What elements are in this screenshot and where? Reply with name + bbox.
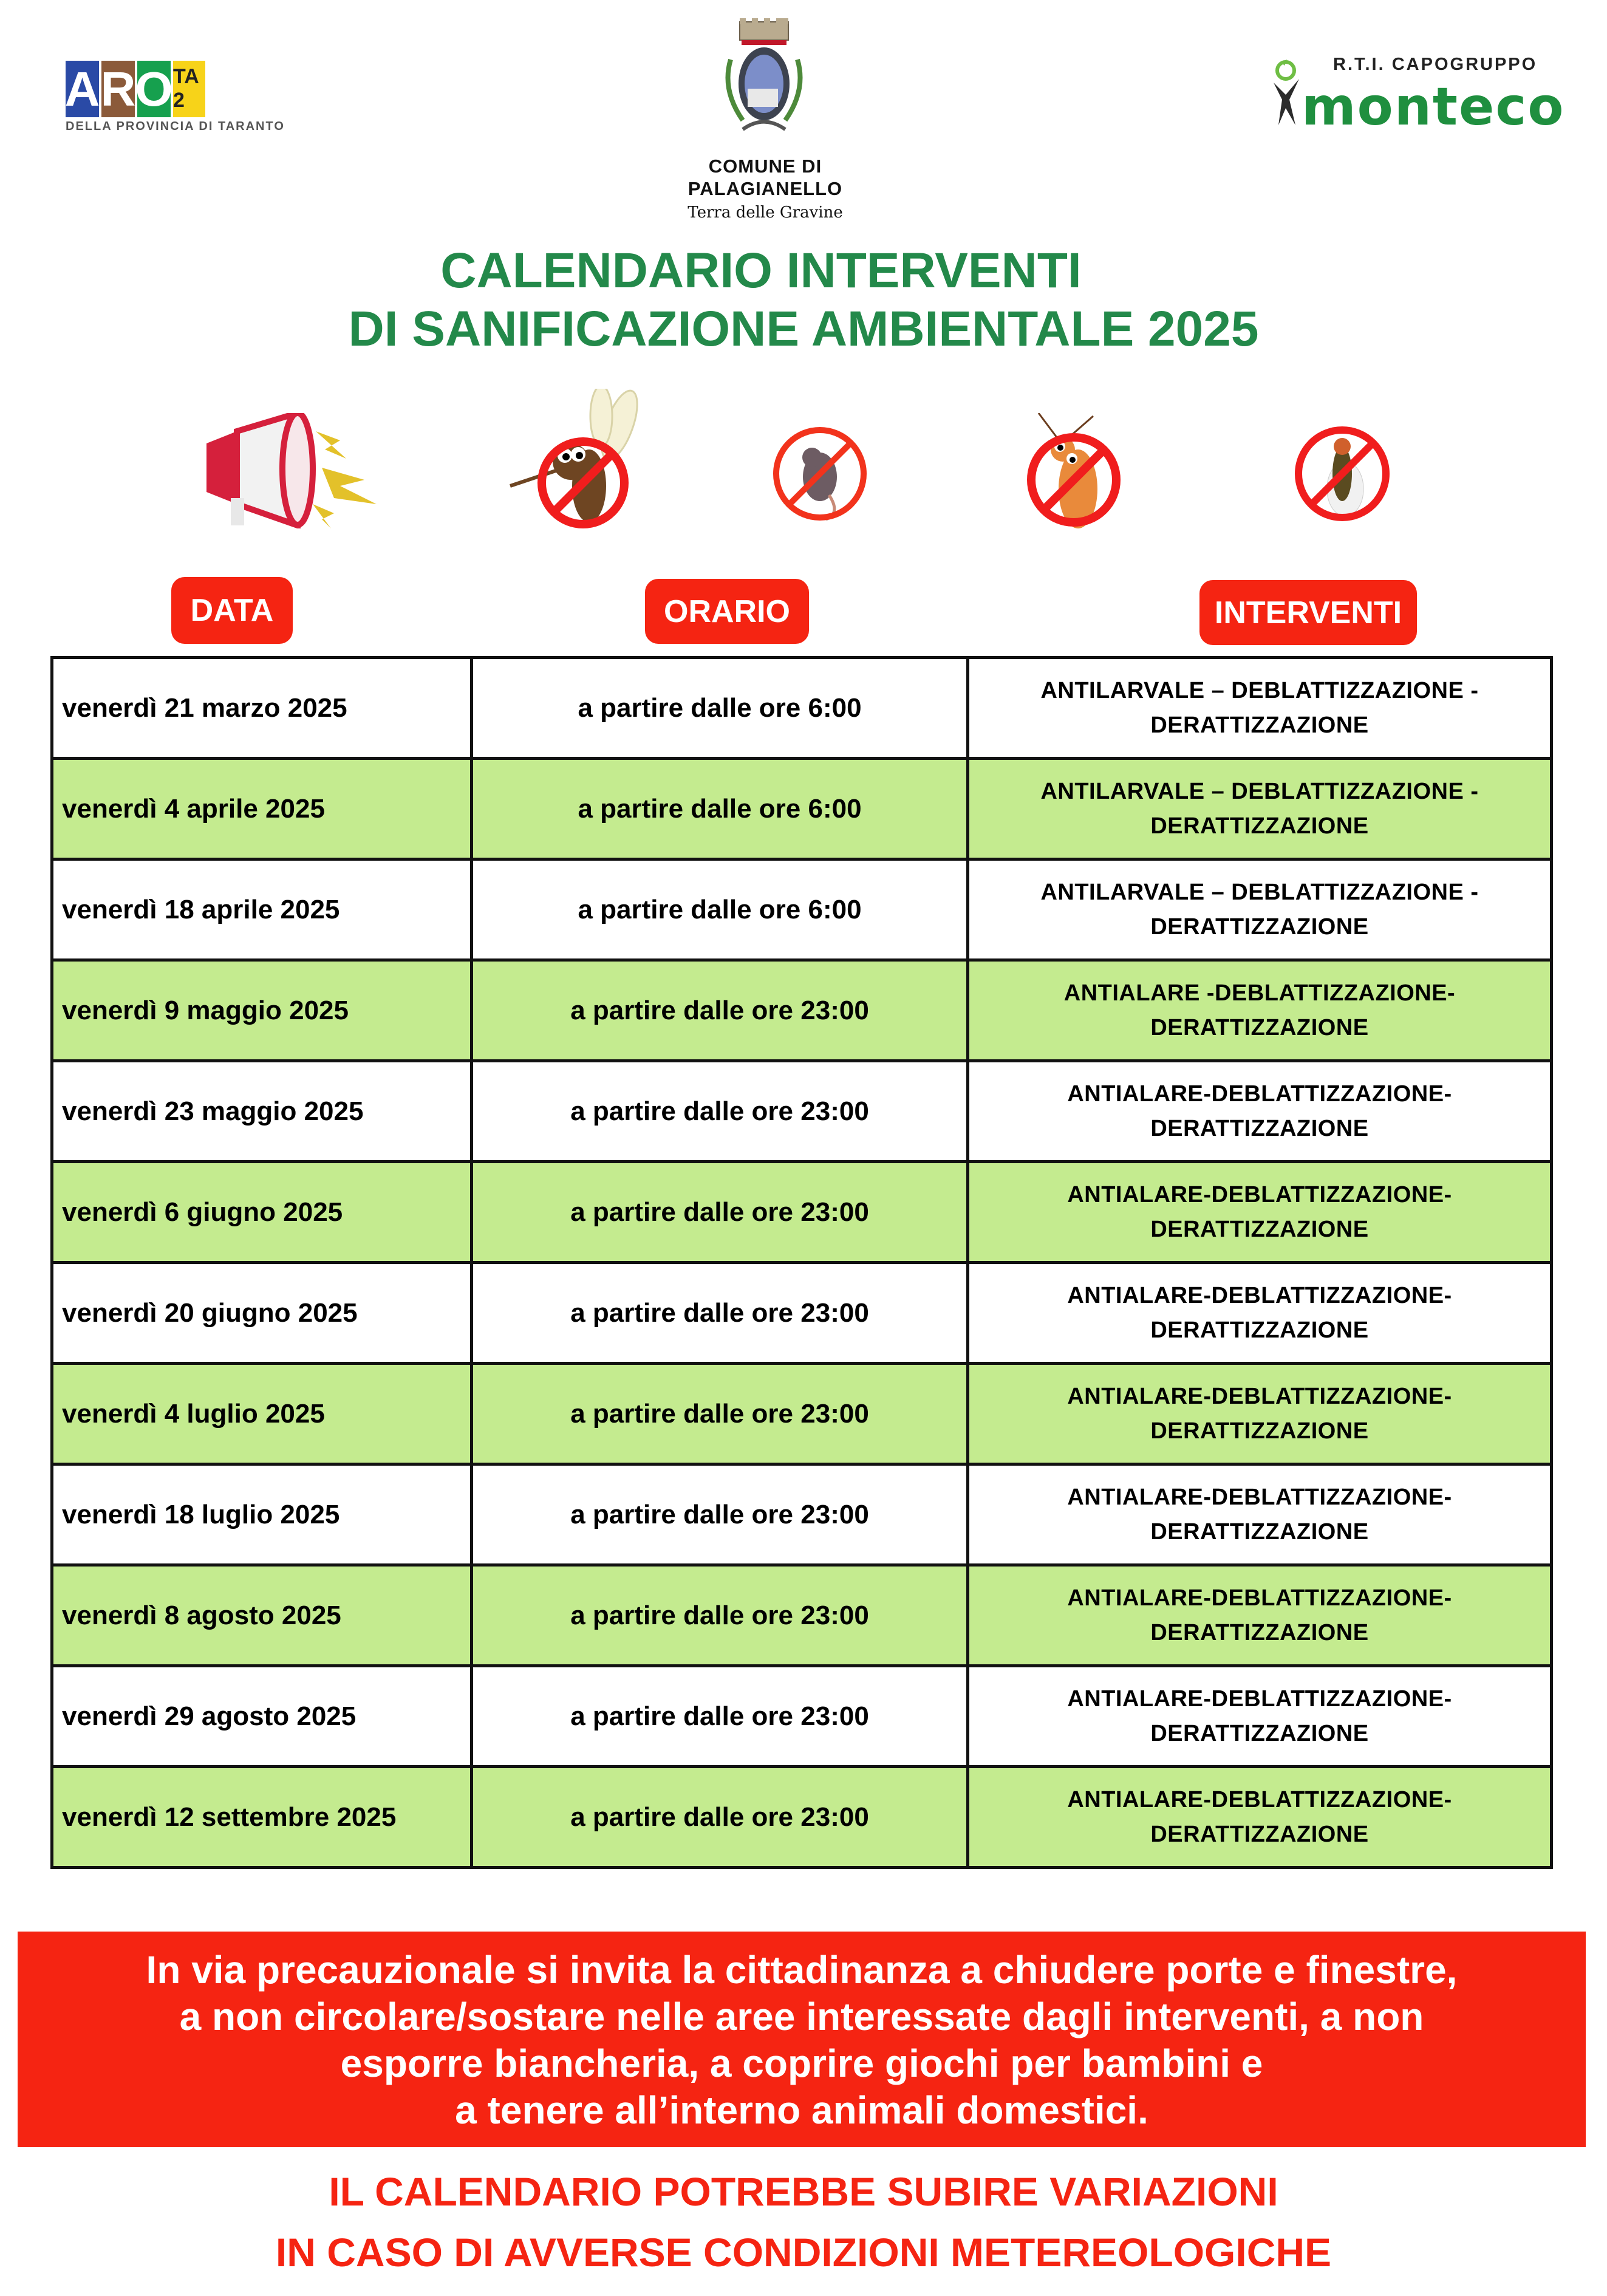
title-line1: CALENDARIO INTERVENTI [440, 243, 1082, 298]
table-row [52, 1162, 1552, 1263]
interventions-cell [968, 1061, 1552, 1162]
aro-ta2-logo [66, 61, 315, 140]
time-cell: a partire dalle ore 23:00 [472, 1767, 968, 1868]
table-row [52, 658, 1552, 759]
time-cell: a partire dalle ore 23:00 [472, 1364, 968, 1464]
comune-motto: Terra delle Gravine [687, 203, 843, 222]
time-cell: a partire dalle ore 23:00 [472, 1263, 968, 1364]
aro-subtitle: DELLA PROVINCIA DI TARANTO [66, 120, 285, 133]
page-title [0, 242, 1607, 358]
comune-name [668, 155, 862, 200]
interventions-cell [968, 1162, 1552, 1263]
interventions-text: ANTIALARE-DEBLATTIZZAZIONE- DERATTIZZAZIONE [1067, 1081, 1452, 1141]
interventions-cell [968, 1666, 1552, 1767]
table-row [52, 1464, 1552, 1565]
table-row [52, 1767, 1552, 1868]
interventions-cell [968, 1565, 1552, 1666]
time-cell: a partire dalle ore 6:00 [472, 658, 968, 759]
table-row [52, 1061, 1552, 1162]
disclaimer-line2: IN CASO DI AVVERSE CONDIZIONI METEREOLOGICHE [275, 2230, 1332, 2275]
interventions-cell [968, 1767, 1552, 1868]
table-row [52, 1364, 1552, 1464]
interventions-text: ANTIALARE-DEBLATTIZZAZIONE- DERATTIZZAZIONE [1067, 1383, 1452, 1444]
aro-letter-r: R [101, 61, 135, 117]
title-line2: DI SANIFICAZIONE AMBIENTALE 2025 [348, 301, 1259, 357]
column-header-data: DATA [171, 577, 293, 644]
notice-line: In via precauzionale si invita la cittadinanza a chiudere porte e finestre, [146, 1948, 1458, 1992]
date-cell: venerdì 18 luglio 2025 [52, 1464, 472, 1565]
precaution-notice [18, 1932, 1586, 2147]
interventions-text: ANTILARVALE – DEBLATTIZZAZIONE - DERATTIZZAZIONE [1040, 677, 1479, 738]
interventions-cell [968, 658, 1552, 759]
time-cell: a partire dalle ore 23:00 [472, 960, 968, 1061]
interventions-cell [968, 1364, 1552, 1464]
interventions-text: ANTIALARE-DEBLATTIZZAZIONE- DERATTIZZAZIONE [1067, 1585, 1452, 1645]
column-header-interventi: INTERVENTI [1199, 580, 1417, 645]
table-row [52, 859, 1552, 960]
table-row [52, 960, 1552, 1061]
recycle-person-icon [1272, 57, 1303, 130]
aro-letter-a: A [66, 61, 99, 117]
comune-line2: PALAGIANELLO [687, 178, 843, 199]
date-cell: venerdì 21 marzo 2025 [52, 658, 472, 759]
no-mosquito-icon [498, 389, 656, 528]
time-cell: a partire dalle ore 23:00 [472, 1464, 968, 1565]
interventions-text: ANTIALARE -DEBLATTIZZAZIONE- DERATTIZZAZIONE [1063, 980, 1456, 1040]
notice-line: a non circolare/sostare nelle aree interessate dagli interventi, a non [179, 1995, 1424, 2038]
no-cockroach-icon [1014, 413, 1130, 535]
interventions-text: ANTIALARE-DEBLATTIZZAZIONE- DERATTIZZAZIONE [1067, 1181, 1452, 1242]
disclaimer-line1: IL CALENDARIO POTREBBE SUBIRE VARIAZIONI [329, 2169, 1278, 2214]
table-row [52, 1666, 1552, 1767]
interventions-cell [968, 960, 1552, 1061]
interventions-text: ANTILARVALE – DEBLATTIZZAZIONE - DERATTIZZAZIONE [1040, 778, 1479, 839]
interventions-cell [968, 759, 1552, 859]
interventions-cell [968, 1464, 1552, 1565]
interventions-text: ANTIALARE-DEBLATTIZZAZIONE- DERATTIZZAZIONE [1067, 1786, 1452, 1847]
time-cell: a partire dalle ore 23:00 [472, 1565, 968, 1666]
date-cell: venerdì 12 settembre 2025 [52, 1767, 472, 1868]
interventions-cell [968, 859, 1552, 960]
date-cell: venerdì 23 maggio 2025 [52, 1061, 472, 1162]
interventions-text: ANTIALARE-DEBLATTIZZAZIONE- DERATTIZZAZIONE [1067, 1686, 1452, 1746]
date-cell: venerdì 29 agosto 2025 [52, 1666, 472, 1767]
interventions-text: ANTIALARE-DEBLATTIZZAZIONE- DERATTIZZAZIONE [1067, 1484, 1452, 1545]
date-cell: venerdì 18 aprile 2025 [52, 859, 472, 960]
monteco-brand: monteco [1302, 77, 1565, 137]
time-cell: a partire dalle ore 23:00 [472, 1666, 968, 1767]
date-cell: venerdì 20 giugno 2025 [52, 1263, 472, 1364]
notice-line: esporre biancheria, a coprire giochi per bambini e [340, 2041, 1263, 2085]
aro-letter-o: O [137, 61, 171, 117]
time-cell: a partire dalle ore 23:00 [472, 1162, 968, 1263]
date-cell: venerdì 6 giugno 2025 [52, 1162, 472, 1263]
date-cell: venerdì 4 luglio 2025 [52, 1364, 472, 1464]
aro-tag: TA 2 [173, 61, 205, 117]
comune-crest-icon [718, 17, 810, 151]
time-cell: a partire dalle ore 6:00 [472, 759, 968, 859]
monteco-rti-label: R.T.I. CAPOGRUPPO [1333, 55, 1538, 74]
monteco-logo [1272, 55, 1565, 137]
weather-disclaimer [0, 2161, 1607, 2283]
table-row [52, 759, 1552, 859]
notice-line: a tenere all’interno animali domestici. [455, 2088, 1148, 2132]
table-row [52, 1565, 1552, 1666]
table-row [52, 1263, 1552, 1364]
no-fly-icon [1291, 422, 1394, 525]
column-header-orario: ORARIO [645, 579, 809, 644]
date-cell: venerdì 4 aprile 2025 [52, 759, 472, 859]
schedule-table [50, 656, 1553, 1869]
interventions-cell [968, 1263, 1552, 1364]
interventions-text: ANTILARVALE – DEBLATTIZZAZIONE - DERATTIZZAZIONE [1040, 879, 1479, 940]
time-cell: a partire dalle ore 6:00 [472, 859, 968, 960]
aro-tiles [66, 61, 315, 117]
megaphone-icon [194, 413, 401, 528]
no-rat-icon [768, 422, 872, 525]
comune-line1: COMUNE DI [708, 155, 822, 177]
date-cell: venerdì 8 agosto 2025 [52, 1565, 472, 1666]
date-cell: venerdì 9 maggio 2025 [52, 960, 472, 1061]
time-cell: a partire dalle ore 23:00 [472, 1061, 968, 1162]
interventions-text: ANTIALARE-DEBLATTIZZAZIONE- DERATTIZZAZIONE [1067, 1282, 1452, 1343]
